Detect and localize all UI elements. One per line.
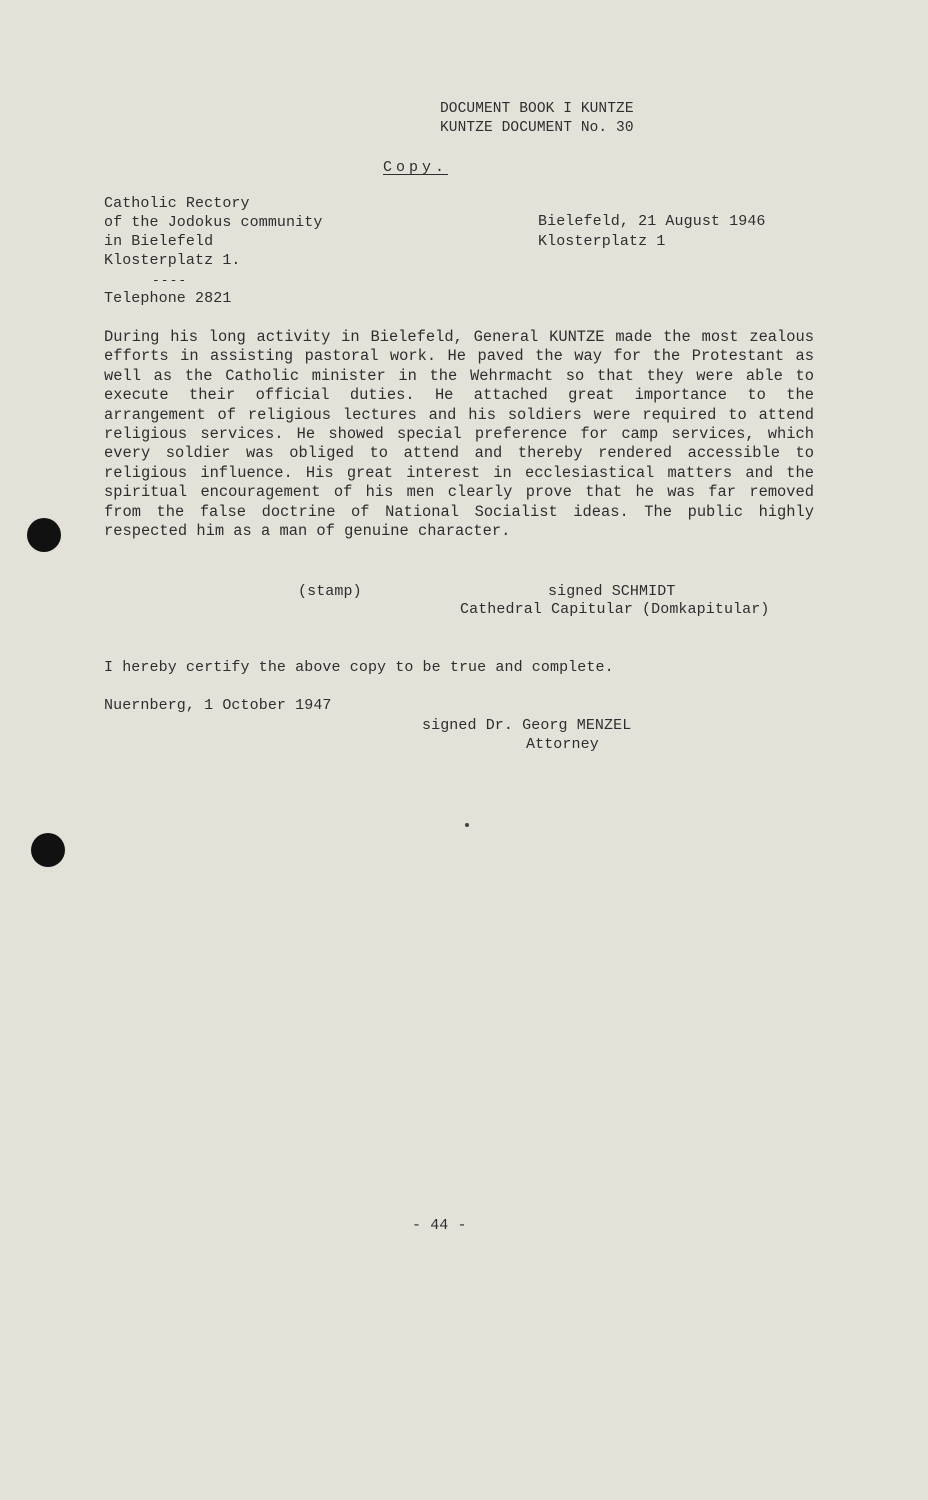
document-number-header: KUNTZE DOCUMENT No. 30 [440,120,634,136]
stamp-note: (stamp) [298,583,362,600]
punch-hole-bottom [31,833,65,867]
telephone: Telephone 2821 [104,290,232,307]
certification-statement: I hereby certify the above copy to be true and complete. [104,659,614,676]
sender-separator: ---- [152,273,188,288]
sender-line-4: Klosterplatz 1. [104,252,241,269]
copy-title: Copy. [383,159,449,176]
ink-dot [465,823,469,827]
attorney-title: Attorney [526,736,599,753]
sender-line-1: Catholic Rectory [104,195,250,212]
place-address: Klosterplatz 1 [538,233,666,250]
certification-place-date: Nuernberg, 1 October 1947 [104,697,332,714]
signed-schmidt: signed SCHMIDT [548,583,676,600]
place-date: Bielefeld, 21 August 1946 [538,213,766,230]
page-number: - 44 - [412,1217,467,1234]
signer-title: Cathedral Capitular (Domkapitular) [460,601,770,618]
signed-menzel: signed Dr. Georg MENZEL [422,717,632,734]
sender-line-3: in Bielefeld [104,233,214,250]
sender-line-2: of the Jodokus community [104,214,323,231]
punch-hole-top [27,518,61,552]
body-paragraph: During his long activity in Bielefeld, General KUNTZE made the most zealous efforts in assisting pastoral work. He paved the way for the Protestant as well as the Catholic minister in the Wehrmacht so that they were able to execute their official duties. He attached great importance to the arrangement of religious lectures and his soldiers were required to attend religious services. He showed special preference for camp services, which every soldier was obliged to attend and thereby rendered accessible to religious influence. His great interest in ecclesiastical matters and the spiritual encouragement of his men clearly prove that he was far removed from the false doctrine of National Socialist ideas. The public highly respected him as a man of genuine character. [104,328,814,541]
document-book-header: DOCUMENT BOOK I KUNTZE [440,101,634,117]
